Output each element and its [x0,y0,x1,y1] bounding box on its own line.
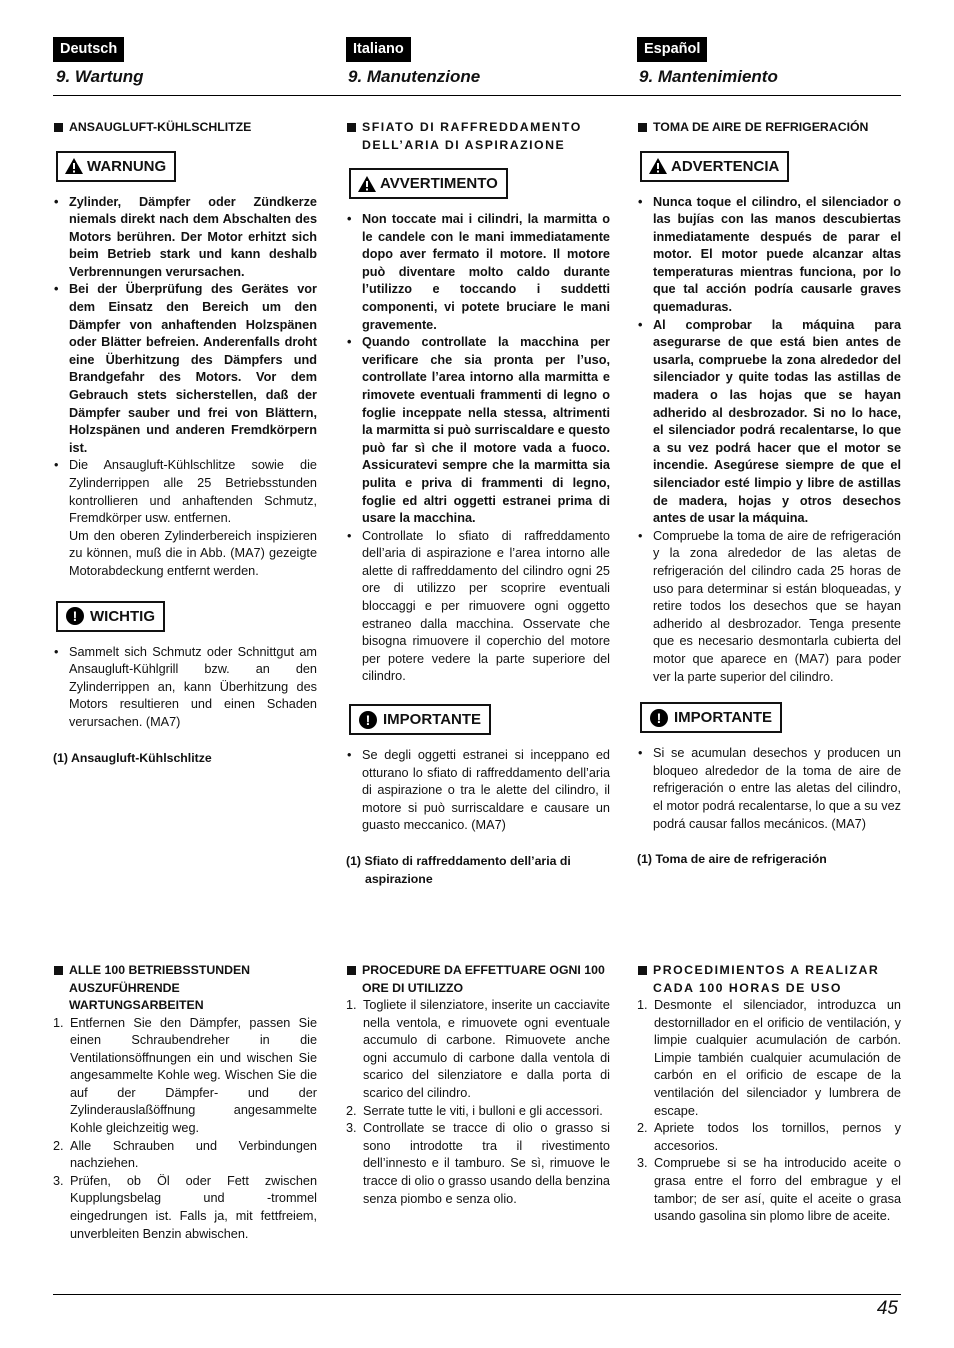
exclamation-icon: ! [650,709,668,727]
steps-list [346,997,610,1208]
list-item: • Al comprobar la máquina para asegurarse de que está bien antes de usarla, compruebe la zona alrededor del silenciador y quite todas las astillas de madera o las hojas que se hayan adherido al desbrozador. Si no lo hace, el silenciador podrá recalentarse, lo que a su vez podrá hacer que el motor se incendie. Asegúrese siempre de que el silenciador esté limpio y libre de astillas de madera, hojas y otros desechos antes de usar la máquina. [637,317,901,528]
chapter-title-es: 9. Mantenimiento [639,67,778,86]
section-de-lower [53,962,317,1243]
list-item: 1. Entfernen Sie den Dämpfer, passen Sie einen Schraubendreher in die Ventilationsöffnungen ein und wischen Sie angesammelte Kohle weg. Wischen Sie die auf der Dämpfer- und der Zylinderauslaßöffnung angesammelte Kohle gleichzeitig weg. [53,1015,317,1136]
list-item: • Non toccate mai i cilindri, la marmitta o le candele con le mani immediatamente dopo aver fermato il motore. Il motore può diventare molto caldo durante l’utilizzo e toccando i suddetti componenti, vi potete bruciare le mani gravemente. [346,211,610,334]
body-list [346,528,610,686]
important-box [349,704,491,735]
section-heading: PROCEDURE DA EFFETTUARE OGNI 100 ORE DI UTILIZZO [346,962,610,997]
important-box [56,601,165,632]
list-item: 3. Compruebe si se ha introducido aceite o grasa entre el forro del embrague y el tambor; de ser así, quite el aceite o grasa usando gasolina sin plomo libre de aceite. [637,1156,901,1224]
figure-caption: (1) Toma de aire de refrigeración [637,852,827,867]
chapter-title-de: 9. Wartung [56,67,144,86]
header-rule [53,95,901,96]
exclamation-icon: ! [66,607,84,625]
page-number: 45 [876,1298,898,1319]
important-label: WICHTIG [90,607,155,625]
list-item: • Bei der Überprüfung des Gerätes vor dem Einsatz den Bereich um den Dämpfer von anhaftenden Holzspänen oder Blätter befreien. Anderenfalls droht eine Überhitzung des Dämpfers und Brandgefahr des Motors. Vor dem Gebrauch stets sicherstellen, daß der Dämpfer sauber und frei von Blättern, Holzspänen und anderen Fremdkörpern ist. [53,281,317,457]
steps-list [53,1015,317,1244]
chapter-title-it: 9. Manutenzione [348,67,481,86]
list-item: • Quando controllate la macchina per verificare che sia pronta per l’uso, controllate l’area intorno alla marmitta e rimovete eventuali frammenti di legno o foglie inceppate nella stessa, altrimenti la marmitta si può surriscaldare e questo può far sì che il motore vada a fuoco. Assicuratevi sempre che la marmitta sia pulita e priva di frammenti di legno, foglie ed altri oggetti estranei prima di usare la macchina. [346,334,610,528]
warning-label: WARNUNG [87,157,167,175]
section-heading: SFIATO DI RAFFREDDAMENTO DELL’ARIA DI ASPIRAZIONE [346,119,610,154]
section-de-upper [53,119,317,767]
important-box [640,702,782,733]
important-label: IMPORTANTE [674,709,773,727]
important-list [346,747,610,835]
warning-label: ADVERTENCIA [671,157,780,175]
list-item: 2. Apriete todos los tornillos, pernos y accesorios. [637,1121,901,1153]
warning-triangle-icon [648,157,668,175]
list-item: 1. Togliete il silenziatore, inserite un cacciavite nella ventola, e rimuovete ogni eventuale accumulo di carbone. Rimuovete anche ogni accumulo di carbone dalla ventola di scarico del silenziatore e dalla porta di scarico del cilindro. [346,998,610,1100]
section-heading: ANSAUGLUFT-KÜHLSCHLITZE [53,119,317,137]
list-item: • Si se acumulan desechos y producen un bloqueo alrededor de la toma de aire de refrigeración o entre las aletas del cilindro, el motor podrá recalentarse, lo que a su vez podrá causar fallos mecánicos. (MA7) [637,745,901,833]
section-heading: TOMA DE AIRE DE REFRIGERACIÓN [637,119,901,137]
list-item: • Nunca toque el cilindro, el silenciador o las bujías con las manos descubiertas inmediatamente después de parar el motor. El motor puede alcanzar altas temperaturas mientras funciona, por lo que tal acción podría causarle graves quemaduras. [637,194,901,317]
important-list [637,745,901,833]
footer-rule [53,1294,901,1295]
list-item: 2. Serrate tutte le viti, i bulloni e gli accessori. [346,1103,603,1118]
list-item: 2. Alle Schrauben und Verbindungen nachziehen. [53,1138,317,1171]
list-item: • Compruebe la toma de aire de refrigeración y la zona alrededor de las aletas de refrigeración del cilindro cada 25 horas de uso para determinar si están bloqueadas, y retire todos los desechos que se hayan adherido al desbrozador. Tenga presente que es necesario desmontarla cubierta del motor que aparece en (MA7) para poder ver la parte superior del cilindro. [637,528,901,686]
section-it-upper [346,119,610,888]
figure-caption: (1) Ansaugluft-Kühlschlitze [53,750,212,765]
list-item: 1. Desmonte el silenciador, introduzca un destornillador en el orificio de ventilación, y limpie cualquier acumulación de carbón. Limpie también cualquier acumulación de carbón en el orificio de escape de la ventilación del silenciador y lumbrera de escape. [637,998,901,1118]
important-label: IMPORTANTE [383,711,482,729]
warning-list [346,211,610,528]
list-item: • Se degli oggetti estranei si inceppano ed otturano lo sfiato di raffreddamento dell’aria di aspirazione o tra le alette del cilindro, il motore si può surriscaldare e causare un guasto meccanico. (MA7) [346,747,610,835]
body-paragraph: Um den oberen Zylinderbereich inspizieren zu können, muß die in Abb. (MA7) gezeigte Motorabdeckung entfernt werden. [69,528,317,578]
section-heading: ALLE 100 BETRIEBSSTUNDEN AUSZUFÜHRENDE WARTUNGSARBEITEN [53,962,317,1015]
section-es-upper [637,119,901,869]
section-es-lower [637,962,901,1226]
warning-list [53,194,317,458]
list-item: • Zylinder, Dämpfer oder Zündkerze niemals direkt nach dem Abschalten des Motors berühren. Der Motor erhitzt sich beim Betrieb stark und kann deshalb Verbrennungen verursachen. [53,194,317,282]
list-item: 3. Controllate se tracce di olio o grasso si sono introdotte tra il rivestimento dell’innesto e il tamburo. Se sì, rimuove le tracce di olio o grasso usando della benzina senza piombo e senza olio. [346,1121,610,1206]
language-tab-italiano: Italiano [346,37,411,62]
list-item: • Controllate lo sfiato di raffreddamento dell’aria di aspirazione e l’area intorno alle alette di raffreddamento del cilindro ogni 25 ore di utilizzo per scoprire eventuali bloccaggi e per rimuovere ogni oggetto estraneo dalla macchina. Osservate che bisogna rimuovere il coperchio del motore per potere vedere la parte superiore del cilindro. [346,528,610,686]
warning-triangle-icon [357,175,377,193]
body-list [637,528,901,686]
warning-triangle-icon [64,157,84,175]
section-heading: PROCEDIMIENTOS A REALIZAR CADA 100 HORAS DE USO [637,962,901,997]
important-list [53,644,317,732]
exclamation-icon: ! [359,711,377,729]
list-item: • Sammelt sich Schmutz oder Schnittgut am Ansaugluft-Kühlgrill bzw. an den Zylinderrippen an, kann Überhitzung des Motors resultieren und einen Schaden verursachen. (MA7) [53,644,317,732]
warning-box [56,151,176,182]
warning-box [640,151,789,182]
body-list [53,457,317,527]
list-item: • Die Ansaugluft-Kühlschlitze sowie die Zylinderrippen alle 25 Betriebsstunden kontrollieren und anhaftenden Schmutz, Fremdkörper usw. entfernen. [53,457,317,527]
section-it-lower [346,962,610,1208]
warning-list [637,194,901,528]
language-tab-espanol: Español [637,37,707,62]
list-item: 3. Prüfen, ob Öl oder Fett zwischen Kupplungsbelag und -trommel eingedrungen ist. Falls ja, mit fettfreiem, unverbleiten Benzin abwischen. [53,1173,317,1241]
figure-caption: (1) Sfiato di raffreddamento dell’aria di aspirazione [346,854,571,886]
language-tab-deutsch: Deutsch [53,37,124,62]
steps-list [637,997,901,1226]
warning-box [349,168,508,199]
warning-label: AVVERTIMENTO [380,175,498,192]
